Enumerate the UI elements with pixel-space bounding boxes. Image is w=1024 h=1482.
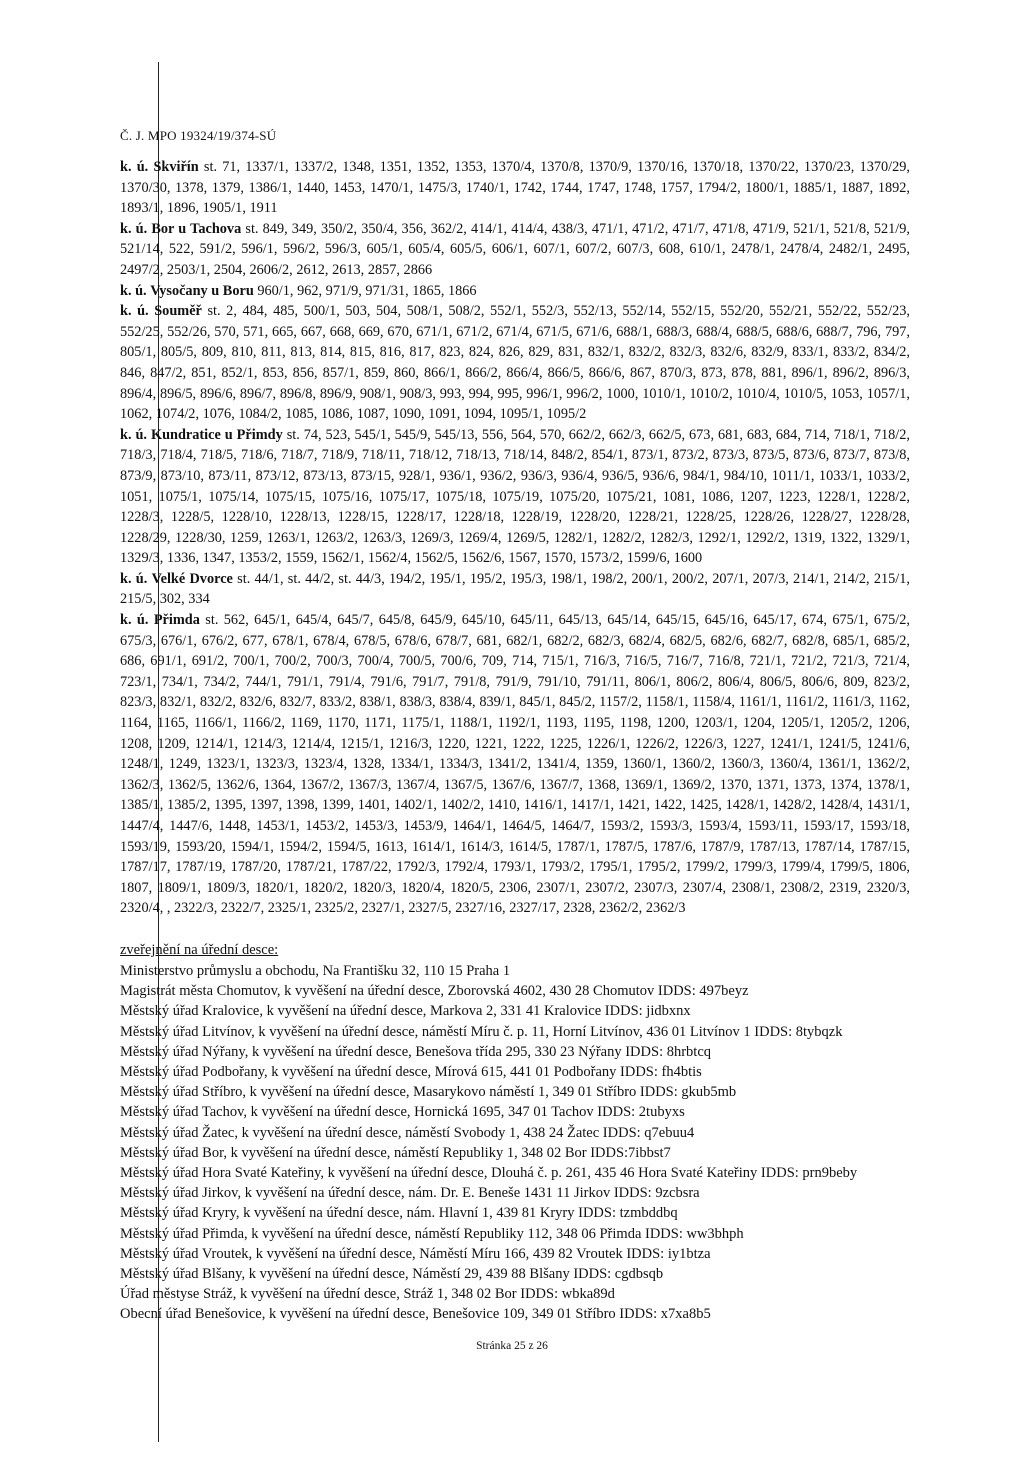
parcel-block xyxy=(120,610,910,919)
cadastre-prefix: k. ú. xyxy=(120,303,149,320)
cadastre-name: Souměř xyxy=(154,303,202,320)
publication-item: Ministerstvo průmyslu a obchodu, Na Františku 32, 110 15 Praha 1 xyxy=(120,963,511,979)
publication-heading: zveřejnění na úřední desce: xyxy=(120,942,279,958)
publication-item: Městský úřad Tachov, k vyvěšení na úřední desce, Hornická 1695, 347 01 Tachov IDDS: 2tubyxs xyxy=(120,1104,685,1121)
parcel-numbers: st. 71, 1337/1, 1337/2, 1348, 1351, 1352, 1353, 1370/4, 1370/8, 1370/9, 1370/16, 1370/18, 1370/22, 1370/23, 1370/29, 1370/30, 1378, 1379, 1386/1, 1440, 1453, 1470/1, 1475/3, 1740/1, 1742, 1744, 1747, 1748, 1757, 1794/2, 1800/1, 1885/1, 1887, 1892, 1893/1, 1896, 1905/1, 1911 xyxy=(120,159,910,217)
publication-item: Městský úřad Kryry, k vyvěšení na úřední desce, nám. Hlavní 1, 439 81 Kryry IDDS: tzmbddbq xyxy=(120,1205,678,1222)
parcel-block xyxy=(120,301,910,425)
publication-item: Úřad městyse Stráž, k vyvěšení na úřední desce, Stráž 1, 348 02 Bor IDDS: wbka89d xyxy=(120,1286,615,1303)
parcel-numbers: st. 44/1, st. 44/2, st. 44/3, 194/2, 195/1, 195/2, 195/3, 198/1, 198/2, 200/1, 200/2, 207/1, 207/3, 214/1, 214/2, 215/1, 215/5, 302, 334 xyxy=(120,570,910,608)
publication-item: Městský úřad Stříbro, k vyvěšení na úřední desce, Masarykovo náměstí 1, 349 01 Stříbro IDDS: gkub5mb xyxy=(120,1084,737,1101)
parcel-block xyxy=(120,219,910,281)
cadastre-prefix: k. ú. xyxy=(120,426,147,443)
publication-item: Městský úřad Bor, k vyvěšení na úřední desce, náměstí Republiky 1, 348 02 Bor IDDS:7ibbst7 xyxy=(120,1144,671,1161)
cadastre-prefix: k. ú. xyxy=(120,220,148,237)
publication-item: Městský úřad Vroutek, k vyvěšení na úřední desce, Náměstí Míru 166, 439 82 Vroutek IDDS: iy1btza xyxy=(120,1245,711,1262)
publication-item: Městský úřad Podbořany, k vyvěšení na úřední desce, Mírová 615, 441 01 Podbořany IDDS: fh4btis xyxy=(120,1064,702,1081)
cadastre-name: Vysočany u Boru xyxy=(150,282,254,299)
cadastre-name: Bor u Tachova xyxy=(151,220,242,237)
parcel-block xyxy=(120,157,910,219)
parcel-numbers: 960/1, 962, 971/9, 971/31, 1865, 1866 xyxy=(257,282,477,299)
parcel-block xyxy=(120,425,910,569)
cadastre-name: Kundratice u Přimdy xyxy=(150,426,283,443)
cadastre-name: Skviřín xyxy=(153,159,199,175)
parcel-list xyxy=(120,157,910,919)
parcel-numbers: st. 74, 523, 545/1, 545/9, 545/13, 556, 564, 570, 662/2, 662/3, 662/5, 673, 681, 683, 684, 714, 718/1, 718/2, 718/3, 718/4, 718/5, 718/6, 718/7, 718/9, 718/11, 718/12, 718/13, 718/14, 848/2, 854/1, 873/1, 873/2, 873/3, 873/5, 873/6, 873/7, 873/8, 873/9, 873/10, 873/11, 873/12, 873/13, 873/15, 928/1, 936/1, 936/2, 936/3, 936/4, 936/5, 936/6, 984/1, 984/10, 1011/1, 1033/1, 1033/2, 1051, 1075/1, 1075/14, 1075/15, 1075/16, 1075/17, 1075/18, 1075/19, 1075/20, 1075/21, 1081, 1086, 1207, 1223, 1228/1, 1228/2, 1228/3, 1228/5, 1228/10, 1228/13, 1228/15, 1228/17, 1228/18, 1228/19, 1228/20, 1228/21, 1228/25, 1228/26, 1228/27, 1228/28, 1228/29, 1228/30, 1259, 1263/1, 1263/2, 1263/3, 1269/3, 1269/4, 1269/5, 1282/1, 1282/2, 1282/3, 1292/1, 1292/2, 1319, 1322, 1329/1, 1329/3, 1336, 1347, 1353/2, 1559, 1562/1, 1562/4, 1562/5, 1562/6, 1567, 1570, 1573/2, 1599/6, 1600 xyxy=(120,426,911,567)
publication-list xyxy=(120,961,910,1325)
publication-item: Městský úřad Nýřany, k vyvěšení na úřední desce, Benešova třída 295, 330 23 Nýřany IDDS: 8hrbtcq xyxy=(120,1043,712,1060)
publication-item: Městský úřad Hora Svaté Kateřiny, k vyvěšení na úřední desce, Dlouhá č. p. 261, 435 46 Hora Svaté Kateřiny IDDS: prn9beby xyxy=(120,1165,858,1182)
parcel-block xyxy=(120,569,910,610)
publication-item: Městský úřad Blšany, k vyvěšení na úřední desce, Náměstí 29, 439 88 Blšany IDDS: cgdbsqb xyxy=(120,1266,664,1283)
publication-item: Městský úřad Litvínov, k vyvěšení na úřední desce, náměstí Míru č. p. 11, Horní Litvínov, 436 01 Litvínov 1 IDDS: 8tybqzk xyxy=(120,1023,843,1040)
cadastre-prefix: k. ú. xyxy=(120,612,149,629)
page-number: Stránka 25 z 26 xyxy=(476,1340,548,1352)
parcel-numbers: st. 849, 349, 350/2, 350/4, 356, 362/2, 414/1, 414/4, 438/3, 471/1, 471/2, 471/7, 471/8, 471/9, 521/1, 521/8, 521/9, 521/14, 522, 591/2, 596/1, 596/2, 596/3, 605/1, 605/4, 605/5, 606/1, 607/1, 607/2, 607/3, 608, 610/1, 2478/1, 2478/4, 2482/1, 2495, 2497/2, 2503/1, 2504, 2606/2, 2612, 2613, 2857, 2866 xyxy=(120,220,910,278)
parcel-numbers: st. 2, 484, 485, 500/1, 503, 504, 508/1, 508/2, 552/1, 552/3, 552/13, 552/14, 552/15, 552/20, 552/21, 552/22, 552/23, 552/25, 552/26, 570, 571, 665, 667, 668, 669, 670, 671/1, 671/2, 671/4, 671/5, 671/6, 688/1, 688/3, 688/4, 688/5, 688/6, 688/7, 796, 797, 805/1, 805/5, 809, 810, 811, 813, 814, 815, 816, 817, 823, 824, 826, 829, 831, 832/1, 832/2, 832/3, 832/6, 832/9, 833/1, 833/2, 834/2, 846, 847/2, 851, 852/1, 853, 856, 857/1, 859, 860, 866/1, 866/2, 866/4, 866/5, 866/6, 867, 870/3, 873, 878, 881, 896/1, 896/2, 896/3, 896/4, 896/5, 896/6, 896/7, 896/8, 896/9, 908/1, 908/3, 993, 994, 995, 996/1, 996/2, 1000, 1010/1, 1010/2, 1010/4, 1010/5, 1053, 1057/1, 1062, 1074/2, 1076, 1084/2, 1085, 1086, 1087, 1090, 1091, 1094, 1095/1, 1095/2 xyxy=(120,303,910,423)
parcel-numbers: st. 562, 645/1, 645/4, 645/7, 645/8, 645/9, 645/10, 645/11, 645/13, 645/14, 645/15, 645/16, 645/17, 674, 675/1, 675/2, 675/3, 676/1, 676/2, 677, 678/1, 678/4, 678/5, 678/6, 678/7, 681, 682/1, 682/2, 682/3, 682/4, 682/5, 682/6, 682/7, 682/8, 685/1, 685/2, 686, 691/1, 691/2, 700/1, 700/2, 700/3, 700/4, 700/5, 700/6, 709, 714, 715/1, 716/3, 716/5, 716/7, 716/8, 721/1, 721/2, 721/3, 721/4, 723/1, 734/1, 734/2, 744/1, 791/1, 791/4, 791/6, 791/7, 791/8, 791/9, 791/10, 791/11, 806/1, 806/2, 806/4, 806/5, 806/6, 809, 823/2, 823/3, 832/1, 832/2, 832/6, 832/7, 833/2, 838/1, 838/3, 838/4, 839/1, 845/1, 845/2, 1157/2, 1158/1, 1158/4, 1161/1, 1161/2, 1161/3, 1162, 1164, 1165, 1166/1, 1166/2, 1169, 1170, 1171, 1175/1, 1188/1, 1192/1, 1193, 1195, 1198, 1200, 1203/1, 1204, 1205/1, 1205/2, 1206, 1208, 1209, 1214/1, 1214/3, 1214/4, 1215/1, 1216/3, 1220, 1221, 1222, 1225, 1226/1, 1226/2, 1226/3, 1227, 1241/1, 1241/5, 1241/6, 1248/1, 1249, 1323/1, 1323/3, 1323/4, 1328, 1334/1, 1334/3, 1341/2, 1341/4, 1359, 1360/1, 1360/2, 1360/3, 1360/4, 1361/1, 1362/2, 1362/3, 1362/5, 1362/6, 1364, 1367/2, 1367/3, 1367/4, 1367/5, 1367/6, 1367/7, 1368, 1369/1, 1369/2, 1370, 1371, 1373, 1374, 1378/1, 1385/1, 1385/2, 1395, 1397, 1398, 1399, 1401, 1402/1, 1402/2, 1410, 1416/1, 1417/1, 1421, 1422, 1425, 1428/1, 1428/2, 1428/4, 1431/1, 1447/4, 1447/6, 1448, 1453/1, 1453/2, 1453/3, 1453/9, 1464/1, 1464/5, 1464/7, 1593/2, 1593/3, 1593/4, 1593/11, 1593/17, 1593/18, 1593/19, 1593/20, 1594/1, 1594/2, 1594/5, 1613, 1614/1, 1614/3, 1614/5, 1787/1, 1787/5, 1787/6, 1787/9, 1787/13, 1787/14, 1787/15, 1787/17, 1787/19, 1787/20, 1787/21, 1787/22, 1792/3, 1792/4, 1793/1, 1793/2, 1795/1, 1795/2, 1799/2, 1799/3, 1799/4, 1799/5, 1806, 1807, 1809/1, 1809/3, 1820/1, 1820/2, 1820/3, 1820/4, 1820/5, 2306, 2307/1, 2307/2, 2307/3, 2307/4, 2308/1, 2308/2, 2319, 2320/3, 2320/4, , 2322/3, 2322/7, 2325/1, 2325/2, 2327/1, 2327/5, 2327/16, 2327/17, 2328, 2362/2, 2362/3 xyxy=(120,612,910,917)
publication-item: Obecní úřad Benešovice, k vyvěšení na úřední desce, Benešovice 109, 349 01 Stříbro IDDS: x7xa8b5 xyxy=(120,1306,711,1323)
publication-item: Magistrát města Chomutov, k vyvěšení na úřední desce, Zborovská 4602, 430 28 Chomutov IDDS: 497beyz xyxy=(120,983,749,1000)
cadastre-name: Velké Dvorce xyxy=(151,570,233,587)
publication-item: Městský úřad Jirkov, k vyvěšení na úřední desce, nám. Dr. E. Beneše 1431 11 Jirkov IDDS: 9zcbsra xyxy=(120,1185,700,1202)
parcel-block xyxy=(120,281,910,302)
cadastre-prefix: k. ú. xyxy=(120,570,148,587)
publication-item: Městský úřad Kralovice, k vyvěšení na úřední desce, Markova 2, 331 41 Kralovice IDDS: jidbxnx xyxy=(120,1003,691,1020)
publication-item: Městský úřad Přimda, k vyvěšení na úřední desce, náměstí Republiky 112, 348 06 Přimda IDDS: ww3bhph xyxy=(120,1225,744,1242)
cadastre-name: Přimda xyxy=(153,612,200,629)
cadastre-prefix: k. ú. xyxy=(120,282,147,299)
publication-item: Městský úřad Žatec, k vyvěšení na úřední desce, náměstí Svobody 1, 438 24 Žatec IDDS: q7ebuu4 xyxy=(120,1124,695,1141)
cadastre-prefix: k. ú. xyxy=(120,159,149,175)
reference-number: Č. J. MPO 19324/19/374-SÚ xyxy=(120,128,277,143)
